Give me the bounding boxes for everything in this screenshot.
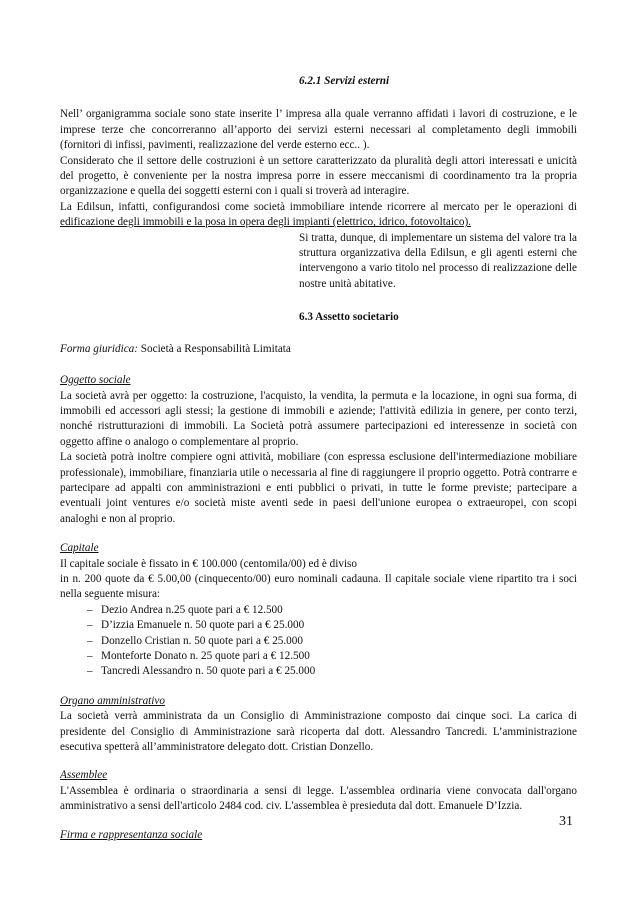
- organo-amministrativo-paragraph: La società verrà amministrata da un Consiglio di Amministrazione composto dai cinque soci. La carica di presidente del Consiglio di Amministrazione sarà ricoperta dal dott. Alessandro Tancredi. L’amministrazione esecutiva spetterà all’amministratore delegato dott. Cristian Donzello.: [60, 710, 577, 754]
- organo-amministrativo-label: Organo amministrativo: [60, 694, 165, 707]
- capitale-line-2: in n. 200 quote da € 5.00,00 (cinquecento/00) euro nominali cadauna. Il capitale sociale viene ripartito tra i soci nella seguente misura:: [60, 572, 577, 601]
- oggetto-sociale-paragraph-2: La società potrà inoltre compiere ogni attività, mobiliare (con espressa esclusione dell'intermediazione mobiliare professionale), immobiliare, finanziaria utile o necessaria al fine di raggiungere il proprio oggetto. Potrà contrarre e partecipare ad appalti con amministrazioni e enti pubblici o privati, in tutte le forme previste; partecipare a eventuali joint ventures e/o società miste aventi sede in paesi dell'unione europea o extraeuropei, con scopi analoghi e non al proprio.: [60, 451, 577, 525]
- oggetto-sociale-paragraph-1: La società avrà per oggetto: la costruzione, l'acquisto, la vendita, la permuta e la locazione, in ogni sua forma, di immobili ed accessori agli stessi; la gestione di immobili e aziende; l'attività edilizia in genere, per conto terzi, nonché ristrutturazioni di immobili. La Società potrà assumere partecipazioni ed interessenze in società con oggetto affine o analogo o complementare al proprio.: [60, 389, 577, 448]
- dash-bullet: –: [87, 650, 93, 662]
- section-heading-servizi-esterni: 6.2.1 Servizi esterni: [299, 75, 390, 87]
- forma-giuridica-label: Forma giuridica:: [60, 342, 138, 355]
- forma-giuridica-line: [60, 342, 577, 357]
- shareholder-list: [60, 603, 577, 680]
- paragraph-edilsun-line-1: La Edilsun, infatti, configurandosi come società immobiliare intende ricorrere al mercato per le operazioni di: [60, 200, 577, 213]
- capitale-line-1: Il capitale sociale è fissato in € 100.000 (centomila/00) ed è diviso: [60, 557, 358, 570]
- paragraph-settore-costruzioni: Considerato che il settore delle costruzioni è un settore caratterizzato da pluralità degli attori interessati e unicità del progetto, è conveniente per la nostra impresa porre in essere meccanismi di coordinamento tra la propria organizzazione e quella dei soggetti esterni con i quali si troverà ad interagire.: [60, 154, 577, 198]
- dash-bullet: –: [87, 665, 93, 678]
- dash-bullet: –: [87, 619, 93, 632]
- firma-rappresentanza-label: Firma e rappresentanza sociale: [60, 828, 203, 841]
- list-item: [87, 618, 577, 633]
- list-item: [87, 664, 577, 679]
- list-item: [87, 649, 577, 664]
- forma-giuridica-value: Società a Responsabilità Limitata: [138, 342, 291, 355]
- assemblee-label: Assemblee: [60, 769, 108, 782]
- assemblee-paragraph: L'Assemblea è ordinaria o straordinaria a sensi di legge. L'assemblea ordinaria viene convocata dall'organo amministrativo a sensi dell'articolo 2484 cod. civ. L'assemblea è presieduta dal dott. Emanuele D’Izzia.: [60, 784, 577, 813]
- list-item: [87, 603, 577, 618]
- oggetto-sociale-label: Oggetto sociale: [60, 374, 131, 387]
- shareholder-text: D’izzia Emanuele n. 50 quote pari a € 25.000: [101, 619, 305, 632]
- capitale-label: Capitale: [60, 542, 99, 555]
- paragraph-organigramma: Nell’ organigramma sociale sono state inserite l’ impresa alla quale verranno affidati i lavori di costruzione, e le imprese terze che concorreranno all’apporto dei servizi esterni necessari al completamento degli immobili (fornitori di infissi, pavimenti, realizzazione del verde esterno ecc.. ).: [60, 108, 577, 152]
- paragraph-edilsun-mercato: [60, 200, 577, 231]
- dash-bullet: –: [87, 634, 93, 647]
- list-item: [87, 634, 577, 649]
- document-page: [60, 74, 577, 843]
- paragraph-sistema-valore: Si tratta, dunque, di implementare un sistema del valore tra la struttura organizzativa della Edilsun, e gli agenti esterni che intervengono a vario titolo nel processo di realizzazione delle nostre unità abitative.: [299, 231, 577, 290]
- section-heading-assetto-societario: 6.3 Assetto societario: [299, 311, 399, 324]
- shareholder-text: Monteforte Donato n. 25 quote pari a € 12.500: [101, 650, 310, 662]
- shareholder-text: Tancredi Alessandro n. 50 quote pari a € 25.000: [101, 665, 316, 678]
- dash-bullet: –: [87, 603, 93, 616]
- shareholder-text: Dezio Andrea n.25 quote pari a € 12.500: [101, 603, 283, 616]
- shareholder-text: Donzello Cristian n. 50 quote pari a € 25.000: [101, 634, 303, 647]
- page-number: 31: [559, 814, 573, 829]
- paragraph-edilsun-line-2: edificazione degli immobili e la posa in opera degli impianti (elettrico, idrico, fotovoltaico).: [60, 216, 472, 229]
